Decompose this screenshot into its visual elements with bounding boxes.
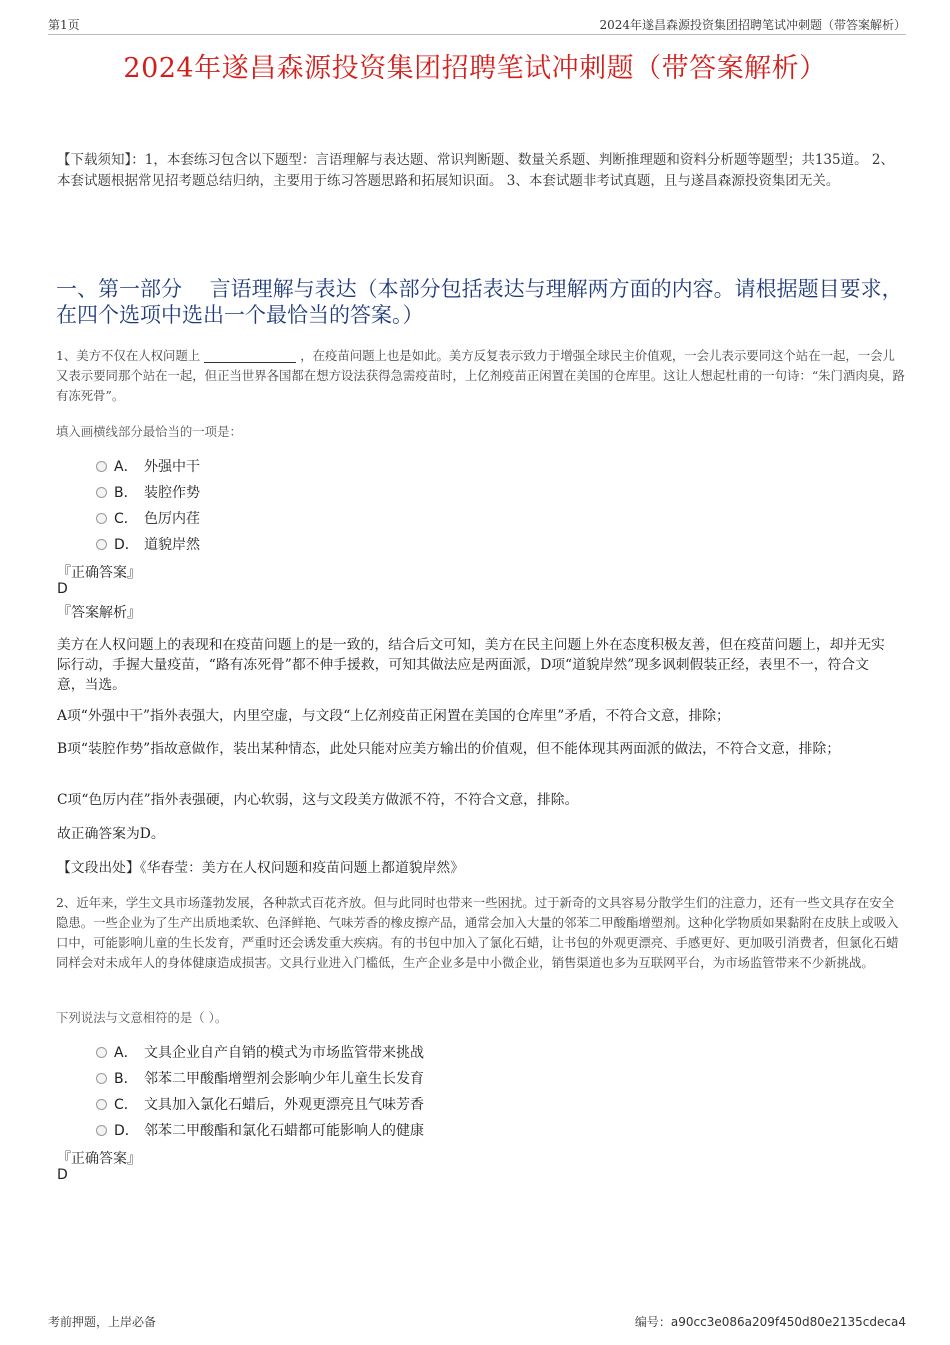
header-doc-title: 2024年遂昌森源投资集团招聘笔试冲刺题（带答案解析） bbox=[599, 18, 906, 32]
answer-blank bbox=[204, 350, 296, 363]
radio-icon[interactable] bbox=[96, 461, 107, 472]
question-1-prompt: 填入画横线部分最恰当的一项是： bbox=[56, 424, 242, 439]
page-title: 2024年遂昌森源投资集团招聘笔试冲刺题（带答案解析） bbox=[123, 53, 827, 84]
q1-analysis-paragraph: C项“色厉内荏”指外表强硬，内心软弱，这与文段美方做派不符，不符合文意，排除。 bbox=[57, 792, 579, 808]
question-2-prompt: 下列说法与文意相符的是（ ）。 bbox=[56, 1010, 228, 1025]
radio-icon[interactable] bbox=[96, 1125, 107, 1136]
question-1-stem: 1、美方不仅在人权问题上 ，在疫苗问题上也是如此。美方反复表示致力于增强全球民主价值观，一会儿表示要同这个站在一起，一会儿又表示要同那个站在一起，但正当世界各国都在想方设法获得急需疫苗时，上亿剂疫苗正闲置在美国的仓库里。这让人想起杜甫的一句诗：“朱门酒肉臭，路有冻死骨”。 bbox=[56, 348, 905, 403]
radio-icon[interactable] bbox=[96, 1047, 107, 1058]
q1-analysis-paragraph: A项“外强中干”指外表强大，内里空虚，与文段“上亿剂疫苗正闲置在美国的仓库里”矛盾，不符合文意，排除； bbox=[57, 708, 730, 724]
q2-answer: D bbox=[57, 1167, 68, 1183]
radio-icon[interactable] bbox=[96, 1073, 107, 1084]
q1-answer-label: 『正确答案』 bbox=[57, 565, 141, 581]
radio-icon[interactable] bbox=[96, 539, 107, 550]
q2-answer-label: 『正确答案』 bbox=[57, 1151, 141, 1167]
radio-icon[interactable] bbox=[96, 1099, 107, 1110]
q1-option-b[interactable]: B． 装腔作势 bbox=[96, 482, 200, 502]
section-heading: 一、第一部分 言语理解与表达（本部分包括表达与理解两方面的内容。请根据题目要求，在四个选项中选出一个最恰当的答案。） bbox=[56, 277, 903, 327]
q1-option-c[interactable]: C． 色厉内荏 bbox=[96, 508, 200, 528]
q1-answer: D bbox=[57, 581, 68, 597]
question-2-stem: 2、近年来，学生文具市场蓬勃发展，各种款式百花齐放。但与此同时也带来一些困扰。过于新奇的文具容易分散学生们的注意力，还有一些文具存在安全隐患。一些企业为了生产出质地柔软、色泽鲜艳、气味芳香的橡皮擦产品，通常会加入大量的邻苯二甲酸酯增塑剂。这种化学物质如果黏附在皮肤上或吸入口中，可能影响儿童的生长发育，严重时还会诱发重大疾病。有的书包中加入了氯化石蜡，让书包的外观更漂亮、手感更好、更加吸引消费者，但氯化石蜡同样会对未成年人的身体健康造成损害。文具行业进入门槛低，生产企业多是中小微企业，销售渠道也多为互联网平台，为市场监管带来不少新挑战。 bbox=[56, 895, 899, 970]
q1-analysis-paragraph: 美方在人权问题上的表现和在疫苗问题上的是一致的，结合后文可知，美方在民主问题上外在态度积极友善，但在疫苗问题上，却并无实际行动，手握大量疫苗，“路有冻死骨”都不伸手援救，可知其做法应是两面派，D项“道貌岸然”现多讽刺假装正经，表里不一，符合文意，当选。 bbox=[57, 637, 885, 693]
q1-option-a[interactable]: A． 外强中干 bbox=[96, 456, 200, 476]
q2-option-a[interactable]: A． 文具企业自产自销的模式为市场监管带来挑战 bbox=[96, 1042, 424, 1062]
footer-code: 编号：a90cc3e086a209f450d80e2135cdeca4 bbox=[634, 1315, 906, 1329]
page-header bbox=[48, 14, 906, 35]
footer-slogan: 考前押题，上岸必备 bbox=[48, 1315, 157, 1329]
q1-analysis-paragraph: B项“装腔作势”指故意做作，装出某种情态，此处只能对应美方输出的价值观，但不能体现其两面派的做法，不符合文意，排除； bbox=[57, 741, 841, 757]
page-number: 第1页 bbox=[48, 18, 80, 32]
q1-analysis-label: 『答案解析』 bbox=[57, 605, 141, 621]
q1-analysis-paragraph: 故正确答案为D。 bbox=[57, 826, 165, 842]
q2-option-d[interactable]: D． 邻苯二甲酸酯和氯化石蜡都可能影响人的健康 bbox=[96, 1120, 424, 1140]
radio-icon[interactable] bbox=[96, 513, 107, 524]
q1-source: 【文段出处】《华春莹：美方在人权问题和疫苗问题上都道貌岸然》 bbox=[57, 860, 465, 876]
download-notice: 【下载须知】：1，本套练习包含以下题型：言语理解与表达题、常识判断题、数量关系题、判断推理题和资料分析题等题型；共135道。 2、本套试题根据常见招考题总结归纳，主要用于练习答题思路和拓展知识面。 3、本套试题非考试真题，且与遂昌森源投资集团无关。 bbox=[57, 152, 894, 189]
radio-icon[interactable] bbox=[96, 487, 107, 498]
q2-option-b[interactable]: B． 邻苯二甲酸酯增塑剂会影响少年儿童生长发育 bbox=[96, 1068, 424, 1088]
q2-option-c[interactable]: C． 文具加入氯化石蜡后，外观更漂亮且气味芳香 bbox=[96, 1094, 424, 1114]
q1-option-d[interactable]: D． 道貌岸然 bbox=[96, 534, 200, 554]
